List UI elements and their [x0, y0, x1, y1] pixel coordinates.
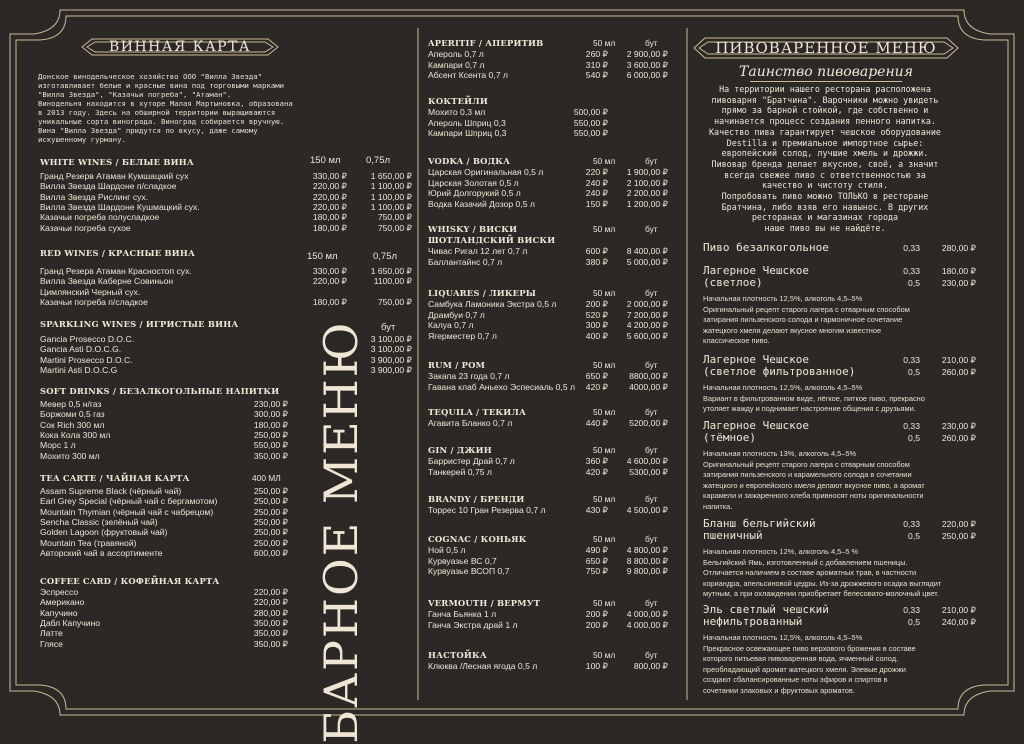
beer-intro-line: всегда свежее пиво с ответственностью за	[724, 169, 926, 180]
beer-volume: 0,33	[903, 266, 920, 276]
price-bottle: 1 200,00 ₽	[626, 198, 668, 209]
beer-name: Лагерное Чешское	[703, 353, 809, 366]
beer-volume: 0,5	[908, 617, 920, 627]
wine-intro-line: Винодельня находится в хуторе Малая Мартыновка, образована	[38, 99, 293, 108]
price-shot: 520 ₽	[585, 309, 608, 320]
column-header: бут	[645, 288, 658, 298]
bar-item-name: Царская Оригинальная 0,5 л	[428, 167, 544, 177]
section-title: RED WINES / КРАСНЫЕ ВИНА	[40, 248, 196, 258]
bar-item-name: Абсент Ксента 0,7 л	[428, 70, 508, 80]
price: 600,00 ₽	[253, 547, 288, 558]
bar-item-name: Агавита Бланко 0,7 л	[428, 418, 513, 428]
beer-price: 230,00 ₽	[941, 421, 976, 431]
price-shot: 750 ₽	[585, 566, 608, 576]
beer-price: 230,00 ₽	[941, 278, 976, 288]
bar-item-name: Самбука Ламоника Экстра 0,5 л	[428, 299, 557, 309]
price: 230,00 ₽	[253, 399, 288, 409]
menu-item-name: Мохито 300 мл	[40, 450, 100, 461]
beer-title: ПИВОВАРЕННОЕ МЕНЮ	[715, 39, 937, 57]
wine-intro-line: уникальные сорта винограда. Виноград собирается вручную.	[38, 117, 285, 126]
price-bottle: 1 100,00 ₽	[370, 181, 412, 192]
price: 250,00 ₽	[253, 506, 288, 517]
price: 350,00 ₽	[253, 450, 288, 461]
beer-intro-line: Пивовар бренда делает вкусное, своё, а значит	[711, 158, 939, 169]
beer-intro-line: пивоварня "Братчина". Варочники можно увидеть	[711, 94, 939, 105]
price-bottle: 750,00 ₽	[377, 212, 412, 223]
beer-description-line: утоляет жажду и поднимает настроение общения с друзьями.	[703, 404, 916, 414]
price-shot: 490 ₽	[585, 545, 608, 555]
beer-price: 210,00 ₽	[941, 355, 976, 365]
beer-volume: 0,5	[908, 278, 920, 288]
menu-item-name: Боржоми 0,5 газ	[40, 409, 105, 420]
price: 350,00 ₽	[253, 638, 288, 649]
wine-item-name: Казачьи погреба сухое	[40, 222, 131, 233]
beer-intro-line: качество и чистоту стиля.	[761, 180, 889, 191]
price-shot: 650 ₽	[585, 371, 608, 381]
section-title: WHISKY / ВИСКИ	[428, 224, 518, 234]
price-glass: 220,00 ₽	[312, 181, 347, 192]
beer-volume: 0,33	[903, 355, 920, 365]
wine-intro-line: Вина "Вилла Звезда" придутся по вкусу, даже самому	[38, 126, 258, 135]
column-header: бут	[645, 445, 658, 455]
price-glass: 220,00 ₽	[312, 201, 347, 212]
section-title: КОКТЕЙЛИ	[428, 96, 488, 106]
price-glass: 180,00 ₽	[312, 296, 347, 307]
section-title: SPARKLING WINES / ИГРИСТЫЕ ВИНА	[40, 319, 239, 329]
wine-intro-line: искушенному гурману.	[38, 135, 126, 144]
beer-volume: 0,33	[903, 605, 920, 615]
price-bottle: 5200,00 ₽	[629, 418, 668, 428]
menu-item-name: Мевер 0,5 н/газ	[40, 399, 102, 409]
price: 250,00 ₽	[253, 527, 288, 538]
price-bottle: 4 600,00 ₽	[626, 456, 668, 466]
beer-name: Пиво безалкогольное	[703, 241, 829, 254]
price-bottle: 4 500,00 ₽	[626, 505, 668, 515]
section-title: TEQUILA / ТЕКИЛА	[428, 407, 526, 417]
price-shot: 650 ₽	[585, 555, 608, 566]
section-title: GIN / ДЖИН	[428, 445, 492, 455]
beer-description-line: затирания пильзенского и карамельного солода в сочетании	[703, 470, 912, 480]
price: 250,00 ₽	[253, 537, 288, 548]
section-title: COGNAC / КОНЬЯК	[428, 534, 527, 544]
wine-intro-line: изготавливает белые и красные вина под торговыми марками	[38, 81, 285, 90]
column-header: 50 мл	[593, 494, 616, 504]
bar-item-name: Курвуазье ВС 0,7	[428, 555, 497, 566]
price: 550,00 ₽	[253, 440, 288, 451]
bar-item-name: Юрий Долгорукий 0,5 л	[428, 188, 521, 198]
price-shot: 600 ₽	[585, 246, 608, 256]
wine-item-name: Гранд Резерв Атаман Красностоп сух.	[40, 266, 192, 276]
beer-description-line: жатецкого хмеля делают вкусное многим известное	[703, 325, 882, 335]
bar-item-name: Драмбуи 0,7 л	[428, 309, 485, 320]
beer-name: Лагерное Чешское	[703, 264, 809, 277]
beer-name: (светлое)	[703, 276, 763, 289]
price-bottle: 750,00 ₽	[377, 296, 412, 307]
beer-description-line: Бельгийский Ямь, изготовленный с добавлением пшеницы.	[703, 557, 908, 567]
wine-item-name: Вилла Звезда Шардоне Кушмацкий сух.	[40, 201, 200, 212]
price-shot: 240 ₽	[585, 177, 608, 188]
bar-item-name: Ягерместер 0,7 л	[428, 330, 497, 341]
section-title: LIQUARES / ЛИКЕРЫ	[428, 288, 537, 298]
menu-item-name: Морс 1 л	[40, 440, 76, 451]
beer-intro-line: На территории нашего ресторана расположена	[719, 84, 931, 94]
beer-name: Бланш бельгийский	[703, 517, 816, 530]
beer-description-line: напитка.	[703, 502, 733, 511]
price-bottle: 5300,00 ₽	[629, 466, 668, 477]
menu-item-name: Американо	[40, 597, 85, 608]
price-bottle: 4 000,00 ₽	[626, 609, 668, 619]
price-shot: 310 ₽	[585, 59, 608, 70]
column-header: 50 мл	[593, 534, 616, 544]
menu-item-name: Sencha Classic (зелёный чай)	[40, 516, 158, 527]
beer-description-line: сочетании злаковых и фруктовых ароматов.	[703, 686, 855, 695]
menu-item-name: Golden Lagoon (фруктовый чай)	[40, 527, 168, 538]
wine-title-banner	[80, 36, 280, 58]
price: 180,00 ₽	[253, 419, 288, 430]
beer-description-line: Начальная плотность 13%, алкоголь 4,5–5%	[703, 449, 857, 458]
bar-item-name: Гавана клаб Аньехо Эспесиаль 0,5 л	[428, 381, 575, 392]
beer-subtitle: Таинство пивоварения	[739, 64, 913, 80]
bar-item-name: Торрес 10 Гран Резерва 0,7 л	[428, 505, 546, 515]
bar-item-name: Ганча Экстра драй 1 л	[428, 619, 518, 630]
price-shot: 360 ₽	[585, 456, 608, 466]
bar-item-name: Баллантайнс 0,7 л	[428, 256, 503, 267]
beer-name: (светлое фильтрованное)	[703, 365, 856, 378]
bar-item-name: Ной 0,5 л	[428, 545, 466, 555]
price-shot: 220 ₽	[585, 167, 608, 177]
price-shot: 300 ₽	[585, 320, 608, 330]
beer-description-line: Вариант в фильтрованном виде, лёгкое, питкое пиво, прекрасно	[703, 393, 925, 403]
bar-item-name: Царская Золотая 0,5 л	[428, 177, 519, 188]
beer-name: нефильтрованный	[703, 615, 803, 628]
beer-intro-line: прямо за барной стойкой, где собственно и	[721, 105, 929, 116]
price-shot: 440 ₽	[585, 418, 608, 428]
column-header: бут	[645, 38, 658, 48]
beer-price: 210,00 ₽	[941, 605, 976, 615]
column-header: 50 мл	[593, 445, 616, 455]
price-glass: 220,00 ₽	[312, 276, 347, 287]
column-header: бут	[645, 360, 658, 370]
price-shot: 380 ₽	[585, 256, 608, 267]
beer-description-line: Оригинальный рецепт старого лагера с отварным способом	[703, 459, 910, 469]
section-title-line2: ШОТЛАНДСКИЙ ВИСКИ	[428, 235, 556, 245]
wine-title: ВИННАЯ КАРТА	[108, 39, 252, 55]
beer-name: Эль светлый чешский	[703, 603, 829, 616]
wine-item-name: Вилла Звезда Шардоне п/сладкое	[40, 181, 177, 192]
price: 250,00 ₽	[253, 496, 288, 507]
beer-price: 260,00 ₽	[941, 433, 976, 443]
section-title: НАСТОЙКА	[428, 650, 487, 660]
price-bottle: 3 100,00 ₽	[370, 344, 412, 355]
wine-item-name: Martini Asti D.O.C.G	[40, 364, 118, 375]
section-title: VODKA / ВОДКА	[428, 156, 511, 166]
bar-item-name: Апероль 0,7 л	[428, 49, 484, 59]
column-header: 0,75л	[373, 251, 398, 262]
column-header: бут	[645, 407, 658, 417]
section-title: COFFEE CARD / КОФЕЙНАЯ КАРТА	[40, 576, 220, 586]
section-title: TEA CARTE / ЧАЙНАЯ КАРТА	[40, 473, 190, 483]
column-header: бут	[381, 322, 396, 333]
bar-item-name: Курвуазье ВСОП 0,7	[428, 566, 510, 576]
beer-volume: 0,33	[903, 519, 920, 529]
column-header: 50 мл	[593, 598, 616, 608]
beer-title-banner	[692, 35, 960, 61]
section-title: APERITIF / АПЕРИТИВ	[428, 38, 544, 48]
menu-item-name: Кока Кола 300 мл	[40, 429, 111, 440]
price-bottle: 1 100,00 ₽	[370, 201, 412, 212]
price-shot: 260 ₽	[585, 49, 608, 59]
beer-description-line: Отличается наличием в составе ароматных трав, в частности	[703, 568, 917, 578]
bar-item-name: Водка Казачий Дозор 0,5 л	[428, 198, 535, 209]
price-bottle: 5 600,00 ₽	[626, 330, 668, 341]
bar-item-name: Клюква /Лесная ягода 0,5 л	[428, 661, 538, 671]
column-header: бут	[645, 494, 658, 504]
price-bottle: 8 800,00 ₽	[626, 555, 668, 566]
price: 350,00 ₽	[253, 628, 288, 639]
section-title: RUM / РОМ	[428, 360, 486, 370]
bar-item-name: Танкерей 0,75 л	[428, 466, 492, 477]
column-header: 50 мл	[593, 288, 616, 298]
menu-item-name: Сок Rich 300 мл	[40, 419, 105, 430]
wine-intro-line: Донское винодельческое хозяйство ООО "Вилла Звезда"	[38, 72, 263, 81]
beer-intro-line: европейский солод, лучшие хмель и дрожжи.	[721, 148, 929, 159]
beer-volume: 0,33	[903, 421, 920, 431]
column-header: 50 мл	[593, 360, 616, 370]
bar-item-name: Мохито 0,3 мл	[428, 107, 486, 117]
price-bottle: 4 800,00 ₽	[626, 545, 668, 555]
price-bottle: 8800,00 ₽	[629, 371, 668, 381]
price-bottle: 4 000,00 ₽	[626, 619, 668, 630]
menu-item-name: Эспрессо	[40, 587, 79, 597]
price-bottle: 750,00 ₽	[377, 222, 412, 233]
price-shot: 200 ₽	[585, 609, 608, 619]
price: 250,00 ₽	[253, 486, 288, 496]
beer-description-line: классическое пиво.	[703, 336, 770, 346]
beer-description-line: Начальная плотность 12%, алкоголь 4,5–5 %	[703, 547, 859, 556]
column-header: 50 мл	[593, 650, 616, 660]
column-header: бут	[645, 650, 658, 660]
column-header: 50 мл	[593, 224, 616, 234]
section-title: VERMOUTH / ВЕРМУТ	[428, 598, 541, 608]
column-header: 0,75л	[366, 155, 391, 166]
price-bottle: 1 100,00 ₽	[370, 191, 412, 202]
beer-intro-line: ресторанах и магазинах города	[751, 212, 899, 223]
beer-intro-line: Попробовать пиво можно ТОЛЬКО в ресторане	[721, 191, 929, 202]
price-bottle: 1 650,00 ₽	[370, 266, 412, 276]
menu-item-name: Глясе	[40, 638, 63, 649]
price: 220,00 ₽	[253, 587, 288, 597]
price-bottle: 5 000,00 ₽	[626, 256, 668, 267]
bar-item-name: Калуа 0,7 л	[428, 320, 474, 330]
price-shot: 500,00 ₽	[573, 107, 608, 117]
wine-item-name: Гранд Резерв Атаман Кумшацкий сух	[40, 171, 189, 181]
price-bottle: 3 900,00 ₽	[370, 364, 412, 375]
beer-description-line: создают сбалансированные ноты эфиров и спиртов в	[703, 675, 888, 685]
beer-description-line: Начальная плотность 12,5%, алкоголь 4,5–5%	[703, 294, 863, 303]
wine-item-name: Gancia Prosecco D.O.C.	[40, 334, 135, 344]
price-bottle: 3 100,00 ₽	[370, 334, 412, 344]
beer-description-line: преобладающий аромат жатецкого хмеля. Элевые дрожжи	[703, 664, 906, 674]
wine-item-name: Цимлянский Черный сух.	[40, 286, 141, 297]
beer-description-line: Начальная плотность 12,5%, алкоголь 4,5–5%	[703, 633, 863, 642]
section-title: BRANDY / БРЕНДИ	[428, 494, 525, 504]
price: 280,00 ₽	[253, 607, 288, 618]
beer-intro-line: наше пиво вы не найдёте.	[764, 223, 886, 234]
beer-description-line: Прекрасное освежающее пиво верхового брожения в составе	[703, 643, 916, 653]
bar-item-name: Ганча Бьянка 1 л	[428, 609, 497, 619]
beer-name: пшеничный	[703, 529, 763, 542]
menu-item-name: Авторский чай в ассортименте	[40, 547, 163, 558]
beer-intro	[693, 84, 957, 234]
price: 250,00 ₽	[253, 429, 288, 440]
column-header: бут	[645, 534, 658, 544]
beer-volume: 0,5	[908, 531, 920, 541]
price-shot: 420 ₽	[585, 381, 608, 392]
wine-item-name: Gancia Asti D.O.C.G.	[40, 344, 122, 355]
price-bottle: 2 000,00 ₽	[626, 299, 668, 309]
price-glass: 180,00 ₽	[312, 212, 347, 223]
price-bottle: 800,00 ₽	[633, 661, 668, 671]
column-header: 50 мл	[593, 156, 616, 166]
menu-item-name: Earl Grey Special (чёрный чай с бергамотом)	[40, 496, 218, 507]
wine-intro	[38, 72, 293, 144]
price-glass: 180,00 ₽	[312, 222, 347, 233]
beer-price: 220,00 ₽	[941, 519, 976, 529]
bar-item-name: Кампари Шприц 0,3	[428, 128, 507, 138]
beer-price: 240,00 ₽	[941, 617, 976, 627]
beer-intro-line: Братчина, либо взяв его навынос. В других	[721, 201, 929, 212]
price: 220,00 ₽	[253, 597, 288, 608]
section-title: WHITE WINES / БЕЛЫЕ ВИНА	[40, 157, 194, 167]
menu-item-name: Mountain Thymian (чёрный чай с чабрецом)	[40, 506, 214, 517]
beer-description-line: карамели и зажаренного хлеба привносят ноты оригинальности	[703, 491, 924, 501]
beer-volume: 0,33	[903, 243, 920, 253]
price-bottle: 7 200,00 ₽	[626, 309, 668, 320]
price-shot: 540 ₽	[585, 70, 608, 80]
bar-menu-vertical-title-frame	[313, 320, 369, 744]
wine-intro-line: в 2013 году. Здесь на обширной территории выращиваются	[38, 108, 276, 117]
column-header: 150 мл	[307, 251, 338, 262]
beer-description-line: кориандра, апельсиновой цедры. Из-за дрожжевого осадка выглядит	[703, 578, 942, 588]
wine-item-name: Казачьи погреба п/сладкое	[40, 296, 148, 307]
menu-item-name: Mountain Tea (травяной)	[40, 537, 137, 548]
column-header: бут	[645, 224, 658, 234]
beer-description-line: Начальная плотность 12,5%, алкоголь 4,5–5%	[703, 383, 863, 392]
price-shot: 400 ₽	[585, 330, 608, 341]
beer-intro-line: Качество пива гарантирует чешское оборудование	[709, 126, 941, 137]
price-bottle: 1100,00 ₽	[373, 276, 412, 287]
price-shot: 420 ₽	[585, 466, 608, 477]
price: 350,00 ₽	[253, 617, 288, 628]
price-bottle: 3 900,00 ₽	[370, 354, 412, 365]
wine-item-name: Martini Prosecco D.O.C.	[40, 354, 133, 365]
price-shot: 550,00 ₽	[573, 128, 608, 138]
price-glass: 330,00 ₽	[312, 171, 347, 181]
price-bottle: 8 400,00 ₽	[626, 246, 668, 256]
price-bottle: 2 900,00 ₽	[626, 49, 668, 59]
beer-price: 250,00 ₽	[941, 531, 976, 541]
beer-volume: 0,5	[908, 433, 920, 443]
menu-item-name: Дабл Капучино	[40, 617, 101, 628]
price-glass: 330,00 ₽	[312, 266, 347, 276]
bar-item-name: Барристер Драй 0,7 л	[428, 456, 515, 466]
bar-item-name: Кампари 0,7 л	[428, 59, 485, 70]
menu-item-name: Латте	[40, 628, 63, 639]
price-bottle: 1 900,00 ₽	[626, 167, 668, 177]
beer-volume: 0,5	[908, 367, 920, 377]
price-bottle: 6 000,00 ₽	[626, 70, 668, 80]
price-shot: 430 ₽	[585, 505, 608, 515]
price-bottle: 4000,00 ₽	[629, 381, 668, 392]
beer-intro-line: начинается процесс создания пенного напитка.	[714, 116, 936, 127]
price-shot: 200 ₽	[585, 299, 608, 309]
beer-description-line: затирания пильзенского солода и гармоничное сочетание	[703, 315, 903, 325]
column-header: 400 МЛ	[252, 473, 281, 483]
bar-item-name: Апероль Шприц 0,3	[428, 117, 506, 128]
column-header: 50 мл	[593, 407, 616, 417]
price-bottle: 4 200,00 ₽	[626, 320, 668, 330]
column-header: 50 мл	[593, 38, 616, 48]
price-bottle: 3 600,00 ₽	[626, 59, 668, 70]
beer-name: Лагерное Чешское	[703, 419, 809, 432]
price-glass: 220,00 ₽	[312, 191, 347, 202]
price-bottle: 2 100,00 ₽	[626, 177, 668, 188]
menu-item-name: Assam Supreme Black (чёрный чай)	[40, 486, 182, 496]
price-shot: 550,00 ₽	[573, 117, 608, 128]
price-shot: 150 ₽	[585, 198, 608, 209]
price-shot: 240 ₽	[585, 188, 608, 198]
beer-description-line: жатецкого и европейского хмеля делают вкусное пиво, а аромат	[703, 480, 925, 490]
beer-price: 180,00 ₽	[941, 266, 976, 276]
wine-item-name: Вилла Звезда Каберне Совиньон	[40, 276, 174, 287]
wine-intro-line: "Вилла Звезда", "Казачьи погреба", "Атаман".	[38, 90, 232, 99]
bar-item-name: Закапа 23 года 0,7 л	[428, 371, 510, 381]
price: 300,00 ₽	[253, 409, 288, 420]
price-shot: 100 ₽	[585, 661, 608, 671]
price-shot: 200 ₽	[585, 619, 608, 630]
column-header: 150 мл	[310, 155, 341, 166]
beer-intro-line: Destilla и премиальное импортное сырье:	[726, 137, 924, 148]
beer-price: 260,00 ₽	[941, 367, 976, 377]
beer-price: 280,00 ₽	[941, 243, 976, 253]
price: 250,00 ₽	[253, 516, 288, 527]
price-bottle: 2 200,00 ₽	[626, 188, 668, 198]
bar-item-name: Чивас Ригал 12 лет 0,7 л	[428, 246, 528, 256]
price-bottle: 9 800,00 ₽	[626, 566, 668, 576]
bar-menu-title: БАРНОЕ МЕНЮ	[314, 320, 368, 744]
beer-description-line: Оригинальный рецепт старого лагера с отварным способом	[703, 304, 910, 314]
menu-item-name: Капучино	[40, 607, 78, 618]
section-title: SOFT DRINKS / БЕЗАЛКОГОЛЬНЫЕ НАПИТКИ	[40, 386, 280, 396]
beer-subtitle-underline	[750, 81, 902, 82]
column-header: бут	[645, 598, 658, 608]
wine-item-name: Казачьи погреба полусладкое	[40, 212, 160, 223]
column-header: бут	[645, 156, 658, 166]
beer-name: (тёмное)	[703, 431, 756, 444]
price-bottle: 1 650,00 ₽	[370, 171, 412, 181]
wine-item-name: Вилла Звезда Рислинг сух.	[40, 191, 149, 202]
beer-description-line: которого питьевая пивоваренная вода, ячменный солод,	[703, 654, 899, 664]
beer-description-line: мутным, а при охлаждении приобретает белесовато-молочный цвет.	[703, 589, 939, 599]
